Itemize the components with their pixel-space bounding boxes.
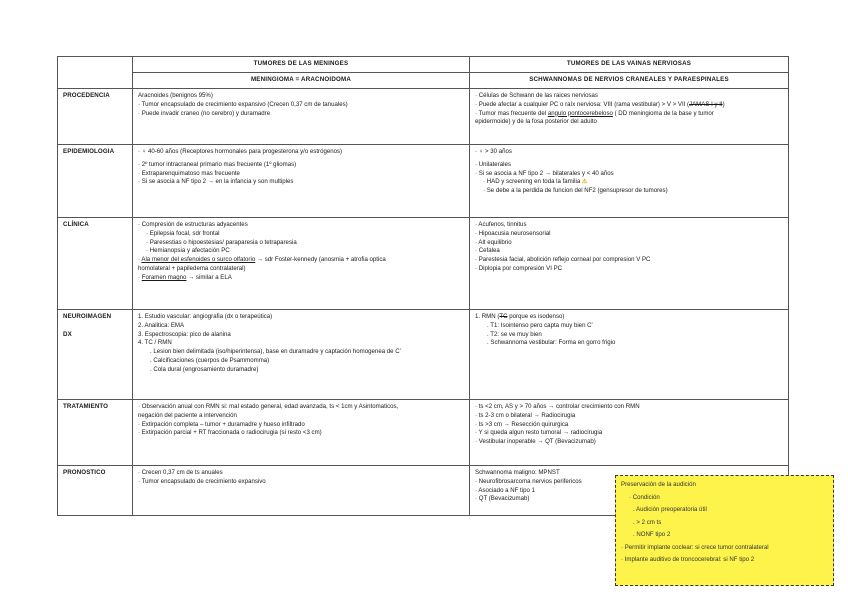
struck-text: TC [499, 312, 508, 320]
row-label: PRONOSTICO [58, 465, 133, 515]
text-line: 1. Estudio vascular: angiografia (dx o terapeútica) [138, 312, 273, 320]
text-line: · Si se asocia a NF tipo 2 → en la infancia y son multiples [138, 178, 294, 186]
text-line [475, 101, 783, 110]
text-segment: · Tumor mas frecuente del [475, 109, 548, 117]
text-line: · Extirpación completa – tumor + duramadre y hueso infiltrado [138, 420, 305, 428]
text-line: Aracnoides (benignos 95%) [138, 91, 213, 99]
text-line: · Paresestias o hipoestesias/ paraparesia o tetraparesia [146, 238, 297, 246]
text-segment: ( DD meningioma de la base y tumor [612, 109, 714, 117]
text-line [475, 110, 783, 119]
text-line: 3. Espectroscopia: pico de alanina [138, 330, 231, 338]
warning-icon: ⚠ [581, 178, 588, 186]
text-line: · Neurofibrosarcoma nervios perifericos [475, 477, 582, 485]
text-line: · Asociado a NF tipo 1 [475, 486, 535, 494]
note-line: . Audición preoperatoria útil [633, 506, 707, 514]
text-segment: · [138, 256, 142, 264]
text-line: · 2º tumor intracraneal primario mas frecuente (1º gliomas) [138, 160, 297, 168]
text-line: · Crecen 0,37 cm de ts anuales [138, 468, 223, 476]
row-neuroimagen [58, 309, 789, 399]
row-label: CLÍNICA [58, 217, 133, 309]
text-segment: porque es isodenso) [507, 312, 565, 320]
cell-meninges [133, 309, 470, 399]
underlined-text: angulo pontocerebeloso [547, 109, 613, 117]
text-line: · Hipoacusia neurosensorial [475, 229, 551, 237]
text-line: . Schwannoma vestibular: Forma en gorro frigio [487, 339, 616, 347]
label-dx: DX [63, 330, 72, 338]
tumors-table [57, 56, 789, 516]
row-label: EPIDEMIOLOGIA [58, 144, 133, 217]
cell-meninges [133, 399, 470, 465]
label-neuroimagen: NEUROIMAGEN [63, 312, 112, 320]
text-line: · Tumor encapsulado de crecimiento expansivo (Crecen 0,37 cm de tanuales) [138, 100, 348, 108]
row-tratamiento [58, 399, 789, 465]
text-line: · Epilepsia focal, sdr frontal [146, 229, 220, 237]
hearing-preservation-note [615, 475, 834, 586]
text-line: · Parestesia facial, abolición reflejo corneal por compresion V PC [475, 256, 651, 264]
text-line: homolateral + papiledema contralateral) [138, 265, 246, 273]
row-label: PROCEDENCIA [58, 88, 133, 144]
text-line: · Extraparenquimatoso mas frecuente [138, 169, 240, 177]
text-line: · Vestibular inoperable → QT (Bevacizumab) [475, 438, 596, 446]
text-line: 4. TC / RMN [138, 339, 172, 347]
text-line [138, 256, 464, 265]
text-line: · Hemianopsia y afectación PC [146, 247, 230, 255]
text-line: . Cola dural (engrosamiento duramadre) [150, 365, 259, 373]
underlined-text: Ala menor del esfenoides o surco olfatorio [141, 256, 256, 264]
text-line [475, 178, 783, 187]
row-epidemiologia [58, 144, 789, 217]
row-label: TRATAMIENTO [58, 399, 133, 465]
text-segment: · [138, 273, 142, 281]
cell-vainas [470, 217, 789, 309]
text-line: . Calcificaciones (cuerpos de Psammomma) [150, 357, 270, 365]
cell-vainas [470, 88, 789, 144]
cell-meninges [133, 144, 470, 217]
text-line [475, 313, 783, 322]
text-line: · ts >3 cm → Resección quirurgica [475, 420, 569, 428]
text-line: · Se debe a la perdida de funcion del NF2 (gensupresor de tumores) [483, 187, 668, 195]
text-segment: → similar a ELA [186, 273, 232, 281]
text-segment: → sdr Foster-kennedy (anosmia + atrofia optica [255, 256, 386, 264]
text-line: 2. Analitica: EMA [138, 321, 185, 329]
header-vainas: TUMORES DE LAS VAINAS NERVIOSAS [470, 57, 789, 73]
note-line: . > 2 cm ts [633, 518, 662, 526]
struck-text: JAMAS I y II [689, 100, 723, 108]
text-line: Schwannoma maligno: MPNST [475, 468, 560, 476]
text-line: · Células de Schwann de las raices nerviosas [475, 91, 598, 99]
text-segment: 1. RMN ( [475, 312, 500, 320]
text-line: · Acufenos, tinnitus [475, 220, 527, 228]
cell-meninges [133, 88, 470, 144]
text-line: · ts <2 cm, AS y > 70 años → controlar crecimiento con RMN [475, 402, 640, 410]
note-title: Preservación de la audición [621, 481, 696, 488]
text-line: . T2: se ve muy bien [487, 330, 542, 338]
text-line: epidermoide) y de la fosa posterior del adulto [475, 118, 597, 126]
text-line: · Puede invadir craneo (no cerebro) y duramadre [138, 109, 271, 117]
cell-vainas [470, 399, 789, 465]
text-line: · Si se asocia a NF tipo 2 → bilaterales y < 40 años [475, 169, 614, 177]
text-line: · Alt equilibrio [475, 238, 512, 246]
text-line: · Extirpación parcial + RT fraccionada o radiocirugia (si resto <3 cm) [138, 429, 322, 437]
row-label [58, 309, 133, 399]
cell-meninges [133, 465, 470, 515]
text-line: · Compresión de estructuras adyacentes [138, 220, 248, 228]
text-line [138, 274, 464, 283]
note-line: · Condición [629, 493, 660, 501]
cell-vainas [470, 144, 789, 217]
text-line: · Diplopia por compresión VI PC [475, 265, 563, 273]
text-line: negación del paciente a intervención [138, 411, 237, 419]
text-line: · Observación anual con RMN si: mal estado general, edad avanzada, ts < 1cm y Asintomaticos, [138, 402, 399, 410]
header-meninges: TUMORES DE LAS MENINGES [133, 57, 470, 73]
text-line: · Y si queda algun resto tumoral → radiocirugia [475, 429, 603, 437]
row-clinica [58, 217, 789, 309]
text-line: · ♀ 40-60 años (Receptores hormonales para progesterona y/o estrógenos) [138, 147, 343, 155]
text-line: · QT (Bevacizumab) [475, 495, 530, 503]
text-segment: · HAD y screening en toda la familia [483, 178, 581, 186]
cell-vainas [470, 309, 789, 399]
subheader-meninges: MENINGIOMA = ARACNOIDOMA [133, 72, 470, 88]
text-line: · Unilaterales [475, 160, 511, 168]
text-line: · ♀ > 30 años [475, 147, 512, 155]
row-procedencia [58, 88, 789, 144]
note-line: · Implante auditivo de troncocerebral: si NF tipo 2 [621, 556, 755, 564]
note-line: · Permitir implante coclear: si crece tumor contralateral [621, 543, 769, 551]
text-line: · Tumor encapsulado de crecimiento expansivo [138, 477, 266, 485]
note-line: . NONF tipo 2 [633, 531, 671, 539]
text-line: · ts 2-3 cm o bilateral → Radiocirugia [475, 411, 576, 419]
corner-cell [58, 57, 133, 89]
text-segment: ) [722, 100, 725, 108]
text-line: · Cefalea [475, 247, 500, 255]
subheader-vainas: SCHWANNOMAS DE NERVIOS CRANEALES Y PARAESPINALES [470, 72, 789, 88]
text-segment: · Puede afectar a cualquier PC o raíx nerviosa: VIII (rama vestibular) > V > VII ( [475, 100, 690, 108]
text-line: . T1: Isointenso pero capta muy bien C' [487, 321, 593, 329]
cell-meninges [133, 217, 470, 309]
text-line: . Lesion bien delimitada (iso/hiperintensa), base en duramadre y captación homogenea de C' [150, 348, 401, 356]
underlined-text: Foramen magno [141, 273, 187, 281]
